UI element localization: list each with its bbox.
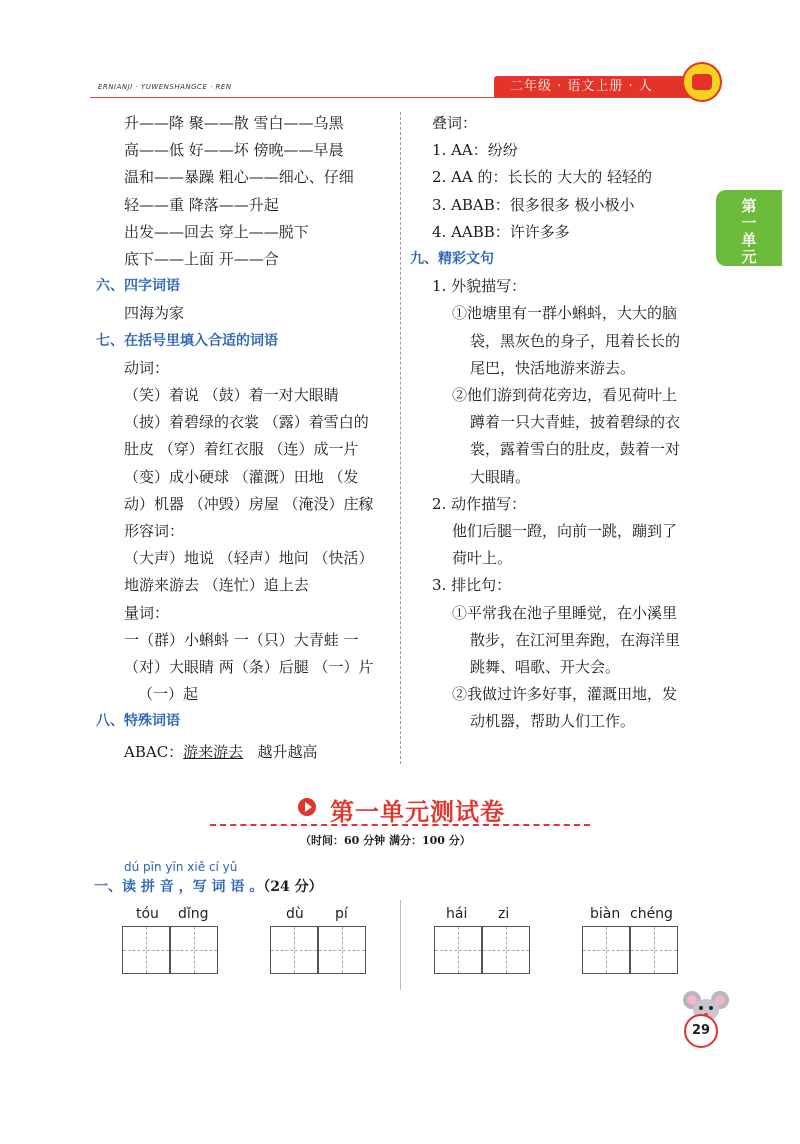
- writing-box[interactable]: [630, 926, 678, 974]
- word-pinyin: hái: [446, 906, 468, 922]
- question-divider: [400, 900, 401, 990]
- answer-line: （一）起: [138, 685, 199, 704]
- answer-line: ①平常我在池子里睡觉，在小溪里: [452, 603, 678, 622]
- answer-line: ②他们游到荷花旁边，看见荷叶上: [452, 386, 678, 404]
- test-meta: （时间：60 分钟 满分：100 分）: [300, 834, 471, 847]
- answer-line: 1. 外貌描写：: [432, 277, 527, 296]
- answer-line: （对）大眼睛 两（条）后腿 （一）片: [124, 658, 374, 676]
- q1-label: 一、读 拼 音 ，写 词 语 。: [94, 879, 264, 895]
- answer-line: （大声）地说 （轻声）地问 （快活）: [124, 549, 374, 568]
- title-dash-rule: [210, 824, 590, 826]
- answer-line: 四海为家: [124, 304, 185, 323]
- answer-line: （笑）着说 （鼓）着一对大眼睛: [124, 386, 339, 404]
- answer-line: 形容词：: [124, 522, 185, 540]
- answer-line: （披）着碧绿的衣裳 （露）着雪白的: [124, 413, 369, 432]
- answer-line: 2. 动作描写：: [432, 494, 527, 513]
- answer-line: 地游来游去 （连忙）追上去: [124, 576, 309, 595]
- word-pinyin: dǐng: [178, 906, 209, 922]
- unit-tab-char: 单: [741, 231, 757, 249]
- answer-line: 动机器，帮助人们工作。: [470, 712, 636, 731]
- word-pinyin: biàn: [590, 906, 621, 922]
- word-pinyin: chéng: [630, 906, 673, 922]
- writing-box[interactable]: [582, 926, 630, 974]
- abac-label: ABAC：: [124, 743, 184, 761]
- grade-label: 二年级 · 语文上册 · 人: [494, 76, 694, 97]
- writing-box[interactable]: [270, 926, 318, 974]
- answer-line: 尾巴，快活地游来游去。: [470, 358, 636, 377]
- answer-line: 高——低 好——坏 傍晚——早晨: [124, 141, 344, 160]
- play-icon: [298, 798, 316, 816]
- publisher-logo-icon: [682, 62, 722, 102]
- column-divider: [400, 112, 401, 764]
- answer-line: 一（群）小蝌蚪 一（只）大青蛙 一: [124, 630, 359, 649]
- test-title: 第一单元测试卷: [330, 797, 505, 826]
- writing-box[interactable]: [318, 926, 366, 974]
- section-heading: 七、在括号里填入合适的词语: [96, 332, 278, 349]
- answer-line: 动）机器 （冲毁）房屋 （淹没）庄稼: [124, 494, 374, 513]
- answer-line: 量词：: [124, 603, 170, 622]
- answer-line: 裳，露着雪白的肚皮，鼓着一对: [470, 440, 681, 459]
- unit-tab-char: 元: [741, 248, 757, 266]
- answer-line: 大眼睛。: [470, 467, 531, 486]
- answer-line: 散步，在江河里奔跑，在海洋里: [470, 630, 681, 649]
- writing-box[interactable]: [482, 926, 530, 974]
- answer-line: ②我做过许多好事，灌溉田地，发: [452, 685, 678, 704]
- section-heading: 六、四字词语: [96, 278, 180, 295]
- unit-tab-char: 一: [741, 214, 757, 232]
- answer-line: 底下——上面 开——合: [124, 250, 279, 268]
- answer-line: 他们后腿一蹬，向前一跳，蹦到了: [452, 522, 678, 540]
- writing-box[interactable]: [122, 926, 170, 974]
- answer-line: 3. ABAB：很多很多 极小极小: [432, 195, 635, 214]
- answer-line: 升——降 聚——散 雪白——乌黑: [124, 114, 344, 132]
- answer-line: 袋，黑灰色的身子，甩着长长的: [470, 331, 681, 350]
- answer-line: 轻——重 降落——升起: [124, 195, 279, 214]
- word-pinyin: dù: [286, 906, 304, 922]
- writing-box[interactable]: [434, 926, 482, 974]
- unit-tab-char: 第: [741, 197, 757, 215]
- abac-example: 越升越高: [257, 743, 318, 761]
- answer-line: 叠词：: [432, 114, 478, 132]
- answer-line: 2. AA 的：长长的 大大的 轻轻的: [432, 168, 653, 187]
- series-code: ERNIANJI · YUWENSHANGCE · REN: [98, 83, 232, 91]
- q1-pinyin: dú pīn yīn xiě cí yǔ: [124, 860, 238, 874]
- answer-line: 荷叶上。: [452, 549, 513, 568]
- answer-line: 出发——回去 穿上——脱下: [124, 222, 309, 241]
- section-heading: 九、精彩文句: [410, 251, 494, 267]
- answer-line: ①池塘里有一群小蝌蚪，大大的脑: [452, 304, 678, 323]
- q1-score: （24 分）: [263, 879, 323, 895]
- word-pinyin: tóu: [136, 906, 159, 922]
- header-rule: [90, 97, 690, 98]
- answer-line: （变）成小硬球 （灌溉）田地 （发: [124, 467, 359, 486]
- abac-example-underlined: 游来游去: [183, 743, 244, 761]
- page-number: 29: [684, 1014, 718, 1048]
- word-pinyin: pí: [335, 906, 348, 922]
- answer-line: 动词：: [124, 358, 170, 377]
- answer-line: 温和——暴躁 粗心——细心、仔细: [124, 168, 354, 187]
- answer-line: 4. AABB：许许多多: [432, 222, 570, 241]
- answer-line: 3. 排比句：: [432, 576, 512, 595]
- answer-line: 1. AA：纷纷: [432, 141, 518, 160]
- word-pinyin: zi: [498, 906, 510, 922]
- section-heading: 八、特殊词语: [96, 713, 180, 730]
- answer-line: 肚皮 （穿）着红衣服 （连）成一片: [124, 440, 359, 459]
- answer-line: 蹲着一只大青蛙，披着碧绿的衣: [470, 413, 681, 432]
- answer-line: 跳舞、唱歌、开大会。: [470, 658, 621, 676]
- q1-heading: [94, 876, 323, 896]
- unit-tab: [716, 190, 782, 266]
- writing-box[interactable]: [170, 926, 218, 974]
- abac-line: [124, 743, 318, 762]
